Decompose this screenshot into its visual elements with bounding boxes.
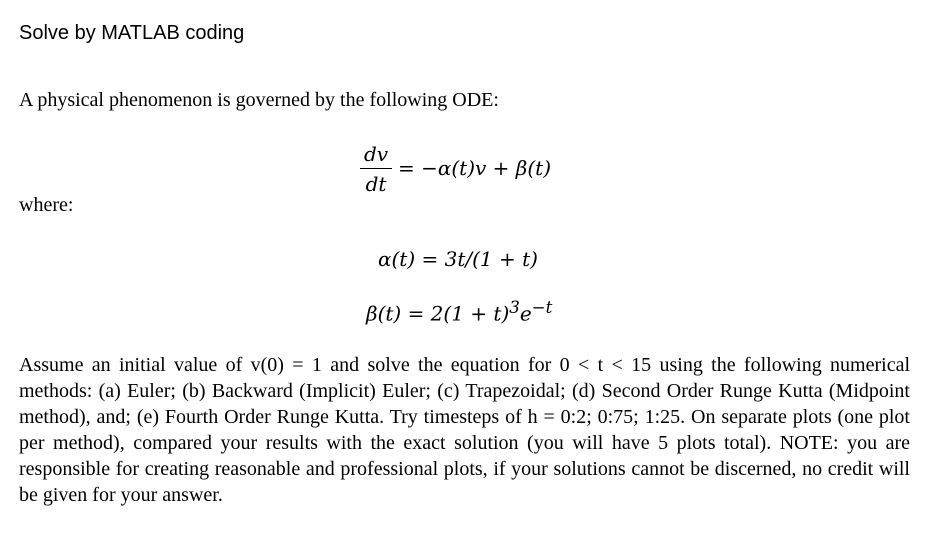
where-label: where: (19, 194, 74, 216)
intro-text: A physical phenomenon is governed by the following ODE: (19, 89, 499, 111)
ode-numerator: dv (363, 142, 389, 166)
problem-paragraph: Assume an initial value of v(0) = 1 and solve the equation for 0 < t < 15 using the following numerical methods: (a) Euler; (b) Backward (Implicit) Euler; (c) Trapezoidal; (d) Second Order Runge Kutta (Midpoint method), and; (e) Fourth Order Runge Kutta. Try timesteps of h = 0:2; 0:75; 1:25. On separate plots (one plot per method), compared your results with the exact solution (you will have 5 plots total). NOTE: you are responsible for creating reasonable and professional plots, if your solutions cannot be discerned, no credit will be given for your answer. (19, 354, 910, 506)
alpha-equation: α(t) = 3t/(1 + t) (378, 247, 538, 271)
ode-right-hand-side: = −α(t)v + β(t) (398, 156, 551, 180)
beta-equation-base: e (519, 301, 532, 326)
fraction-bar (360, 168, 392, 169)
beta-equation (366, 298, 552, 326)
beta-equation-exponent: −t (531, 298, 553, 317)
beta-equation-power: 3 (509, 298, 520, 317)
ode-denominator: dt (365, 172, 387, 196)
beta-equation-lhs: β(t) = 2(1 + t) (366, 301, 510, 326)
ode-derivative-fraction (360, 142, 392, 196)
problem-heading: Solve by MATLAB coding (19, 22, 245, 44)
